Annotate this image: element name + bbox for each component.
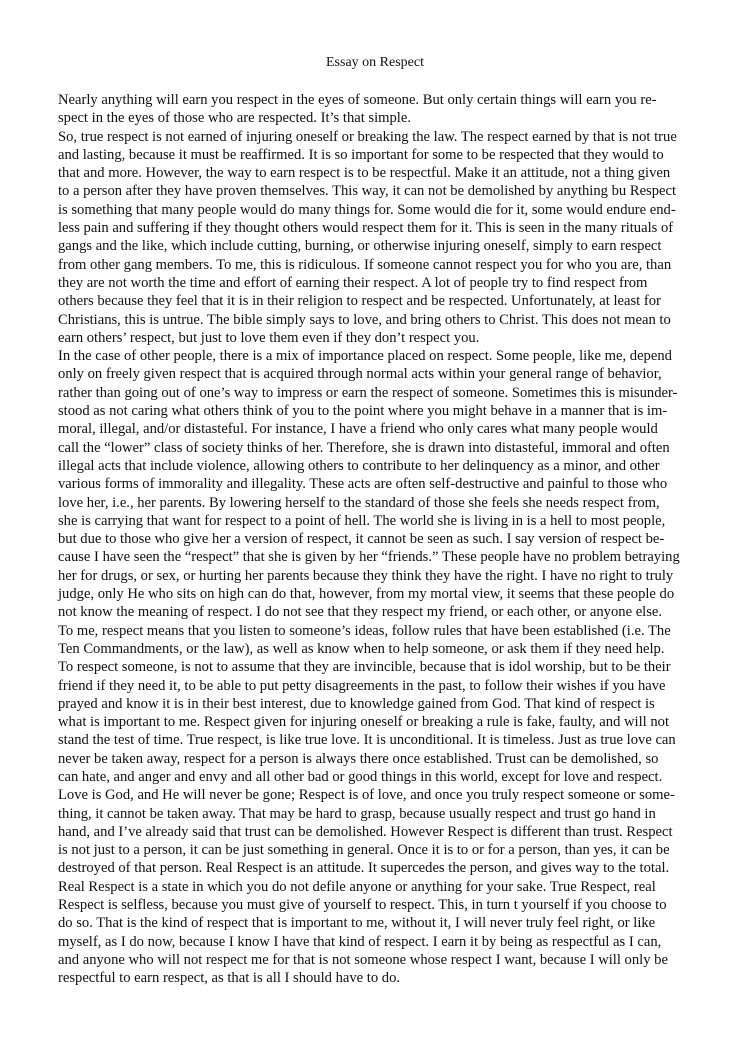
paragraph-1: Nearly anything will earn you respect in the eyes of someone. But only certain things will earn you re- spect in the eyes of those who are respected. It’s that simple. bbox=[58, 92, 657, 127]
paragraph-3: In the case of other people, there is a mix of importance placed on respect. Some people, like me, depend only on freely given respect that is acquired through normal acts within your general range of behavior, rather than going out of one’s way to impress or earn the respect of someone. Sometimes this is misunder- stood as not caring what others think of you to the point where you might behave in a manner that is im- moral, illegal, and/or distasteful. For instance, I have a friend who only cares what many people would call the “lower” class of society thinks of her. Therefore, she is drawn into distasteful, immoral and often illegal acts that include violence, allowing others to contribute to her delinquency as a minor, and other various forms of immorality and illegality. These acts are often self-destructive and painful to those who love her, i.e., her parents. By lowering herself to the standard of those she feels she needs respect from, she is carrying that want for respect to a point of hell. The world she is living in is a hell to most people, but due to those who give her a version of respect, it cannot be seen as such. I say version of respect be- cause I have seen the “respect” that she is given by her “friends.” These people have no problem betraying her for drugs, or sex, or hurting her parents because they think they have the right. I have no right to truly judge, only He who sits on high can do that, however, from my mortal view, it seems that these people do not know the meaning of respect. I do not see that they respect my friend, or each other, or anyone else. bbox=[58, 348, 680, 621]
document-title: Essay on Respect bbox=[326, 55, 424, 70]
document-body bbox=[58, 91, 704, 988]
paragraph-2: So, true respect is not earned of injuring oneself or breaking the law. The respect earned by that is not true and lasting, because it must be reaffirmed. It is so important for some to be respected that they would to that and more. However, the way to earn respect is to be respectful. Make it an attitude, not a thing given to a person after they have proven themselves. This way, it can not be demolished by anything bu Respect is something that many people would do many things for. Some would die for it, some would endure end- less pain and suffering if they thought others would respect them for it. This is seen in the many rituals of gangs and the like, which include cutting, burning, or otherwise injuring oneself, simply to earn respect from other gang members. To me, this is ridiculous. If someone cannot respect you for who you are, than they are not worth the time and effort of earning their respect. A lot of people try to find respect from others because they feel that it is in their religion to respect and be respected. Unfortunately, at least for Christians, this is untrue. The bible simply says to love, and bring others to Christ. This does not mean to earn others’ respect, but just to love them even if they don’t respect you. bbox=[58, 128, 677, 346]
paragraph-4: To me, respect means that you listen to someone’s ideas, follow rules that have been established (i.e. The Ten Commandments, or the law), as well as know when to help someone, or ask them if they need help. To respect someone, is not to assume that they are invincible, because that is idol worship, but to be their friend if they need it, to be able to put petty disagreements in the past, to follow their wishes if you have prayed and know it is in their best interest, due to knowledge gained from God. That kind of respect is what is important to me. Respect given for injuring oneself or breaking a rule is fake, faulty, and will not stand the test of time. True respect, is like true love. It is unconditional. It is timeless. Just as true love can never be taken away, respect for a person is always there once established. Trust can be demolished, so can hate, and anger and envy and all other bad or good things in this world, except for love and respect. Love is God, and He will never be gone; Respect is of love, and once you truly respect someone or some- thing, it cannot be taken away. That may be hard to grasp, because usually respect and trust go hand in hand, and I’ve already said that trust can be demolished. However Respect is different than trust. Respect is not just to a person, it can be just something in general. Once it is to or for a person, than yes, it can be destroyed of that person. Real Respect is an attitude. It supercedes the person, and gives way to the total. Real Respect is a state in which you do not defile anyone or anything for your sake. True Respect, real Respect is selfless, because you must give of yourself to respect. This, in turn t yourself if you choose to do so. That is the kind of respect that is important to me, without it, I will never truly feel right, or like myself, as I do now, because I know I have that kind of respect. I earn it by being as respectful as I can, and anyone who will not respect me for that is not someone whose respect I want, because I will only be respectful to earn respect, as that is all I should have to do. bbox=[58, 622, 676, 987]
